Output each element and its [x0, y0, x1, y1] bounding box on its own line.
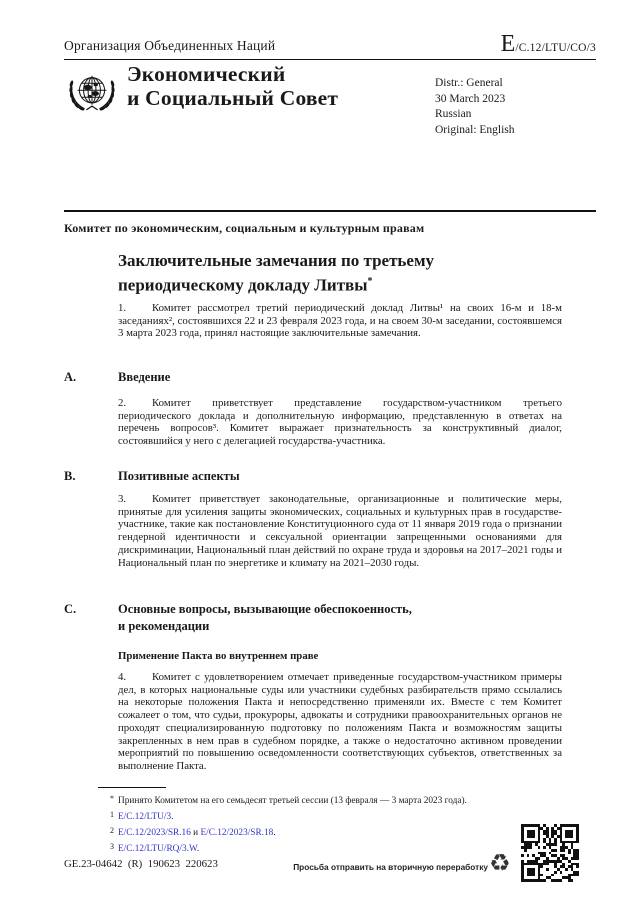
- doc-symbol-number: /C.12/LTU/CO/3: [515, 42, 596, 54]
- footnote-1: 1 E/C.12/LTU/3.: [110, 810, 174, 822]
- footnote-2-link-1[interactable]: E/C.12/2023/SR.16: [118, 828, 191, 838]
- section-heading-a: A. Введение: [64, 370, 171, 384]
- paragraph-1: [118, 302, 562, 340]
- header-rule: [64, 59, 596, 60]
- doc-symbol-letter: E: [500, 31, 516, 57]
- org-name: Организация Объединенных Наций: [64, 38, 276, 53]
- footnote-asterisk: * Принято Комитетом на его семьдесят третьей сессии (13 февраля — 3 марта 2023 года).: [110, 794, 467, 806]
- section-heading-b: B. Позитивные аспекты: [64, 469, 240, 483]
- recycle-icon: ♻: [489, 849, 511, 877]
- document-title-line2: периодическому докладу Литвы*: [118, 275, 373, 295]
- distr-date: 30 March 2023: [435, 92, 506, 105]
- paragraph-number: 3.: [118, 493, 127, 505]
- recycle-note: Просьба отправить на вторичную переработку: [293, 862, 488, 872]
- subsection-heading: Применение Пакта во внутреннем праве: [118, 650, 319, 662]
- paragraph-text: Комитет с удовлетворением отмечает приведенные государством-участником примеры дел, в которых национальные суды или участники судебных разбирательств прямо ссылались на некоторые положения Пакта и непосредственно применяли их. Вместе с тем Комитет сожалеет о том, что судьи, прокуроры, адвокаты и сотрудники правоохранительных органов не проходят специализированную подготовку по положениям Пакта и возможностям защиты закрепленных в нем прав в судебном порядке, а также о недостаточно активном проведении мероприятий по повышению осведомленности соответствующих субъектов, ответственных за выполнение Пакта.: [118, 671, 562, 772]
- council-title-line1: Экономический: [127, 62, 286, 86]
- paragraph-4: [118, 671, 562, 773]
- qr-code: [521, 824, 579, 882]
- distr-language: Russian: [435, 108, 472, 120]
- document-title-line1: Заключительные замечания по третьему: [118, 251, 435, 270]
- distr-block: [435, 76, 515, 138]
- footnote-2-link-2[interactable]: E/C.12/2023/SR.18: [200, 828, 274, 838]
- ge-number: GE.23-04642 (R) 190623 220623: [64, 858, 218, 870]
- paragraph-text: Комитет рассмотрел третий периодический доклад Литвы¹ на своих 16-м и 18-м заседаниях², состоявшихся 22 и 23 февраля 2023 года, и на своем 30-м заседании, состоявшемся 3 марта 2023 года, принял настоящие заключительные замечания.: [118, 302, 562, 340]
- paragraph-text: Комитет приветствует законодательные, организационные и политические меры, принятые для усиления защиты экономических, социальных и культурных прав в государстве-участнике, такие как постановление Конституционного суда от 11 января 2019 года о признании гендерной идентичности и сексуальной ориентации запрещенными основаниями для дискриминации, Национальный план действий по охране труда и здоровья на 2017–2021 годы и Национальный план по энергетике и климату на 2021–2030 годы.: [118, 493, 562, 569]
- un-emblem-icon: [64, 66, 120, 122]
- footnote-3: 3 E/C.12/LTU/RQ/3.W.: [110, 842, 200, 854]
- paragraph-number: 1.: [118, 302, 127, 314]
- footnote-1-link[interactable]: E/C.12/LTU/3: [118, 812, 172, 822]
- paragraph-text: Комитет приветствует представление государством-участником третьего периодического доклада и дополнительную информацию, представленную в ответах на перечень вопросов³. Комитет выражает признательность за конструктивный диалог, состоявшийся у него с делегацией государства-участника.: [118, 397, 562, 448]
- paragraph-3: [118, 493, 562, 569]
- council-title-line2: и Социальный Совет: [127, 86, 339, 110]
- title-footnote-marker: *: [367, 276, 373, 287]
- footnote-3-link[interactable]: E/C.12/LTU/RQ/3.W: [118, 844, 197, 854]
- footnote-2: 2 E/C.12/2023/SR.16 и E/C.12/2023/SR.18.: [110, 826, 276, 838]
- document-title: [118, 250, 434, 296]
- section-heading-c: C. Основные вопросы, вызывающие обеспокоенность, и рекомендации: [64, 602, 412, 633]
- council-title: [127, 62, 338, 110]
- paragraph-2: [118, 397, 562, 448]
- footnote-separator: [98, 787, 166, 788]
- footnotes-block: [104, 792, 574, 856]
- distr-line: Distr.: General: [435, 77, 503, 89]
- section-rule: [64, 210, 596, 212]
- paragraph-number: 4.: [118, 671, 127, 683]
- distr-original: Original: English: [435, 123, 515, 136]
- doc-symbol: [501, 31, 596, 58]
- paragraph-number: 2.: [118, 397, 127, 409]
- committee-heading: Комитет по экономическим, социальным и культурным правам: [64, 221, 425, 235]
